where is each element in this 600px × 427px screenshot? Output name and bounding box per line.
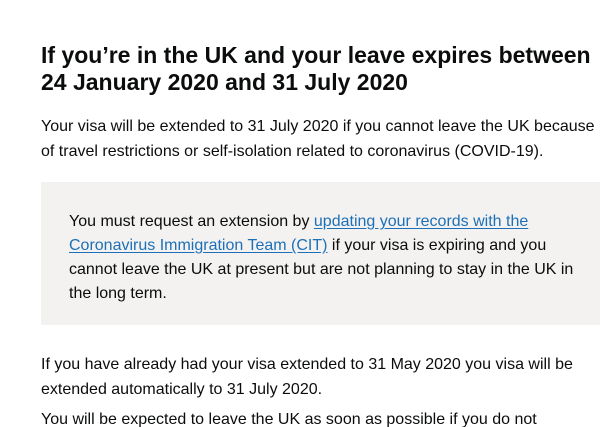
cit-link[interactable]: updating your records with the Coronavirus Immigration Team (CIT)	[69, 213, 529, 254]
partial-paragraph	[41, 407, 596, 427]
intro-paragraph: Your visa will be extended to 31 July 2020 if you cannot leave the UK because of travel restrictions or self-isolation related to coronavirus (COVID-19).	[41, 118, 595, 160]
inset-text-before-link: You must request an extension by	[69, 213, 314, 230]
extension-paragraph: If you have already had your visa extended to 31 May 2020 you visa will be extended automatically to 31 July 2020.	[41, 356, 573, 398]
inset-text-box	[41, 182, 600, 325]
inset-text-after-link: if your visa is expiring and you cannot leave the UK at present but are not planning to stay in the UK in the long term.	[69, 237, 574, 302]
inset-paragraph	[69, 210, 574, 306]
section-heading: If you’re in the UK and your leave expires between 24 January 2020 and 31 July 2020	[41, 42, 591, 95]
partial-paragraph-text: You will be expected to leave the UK as soon as possible if you do not	[41, 411, 537, 427]
